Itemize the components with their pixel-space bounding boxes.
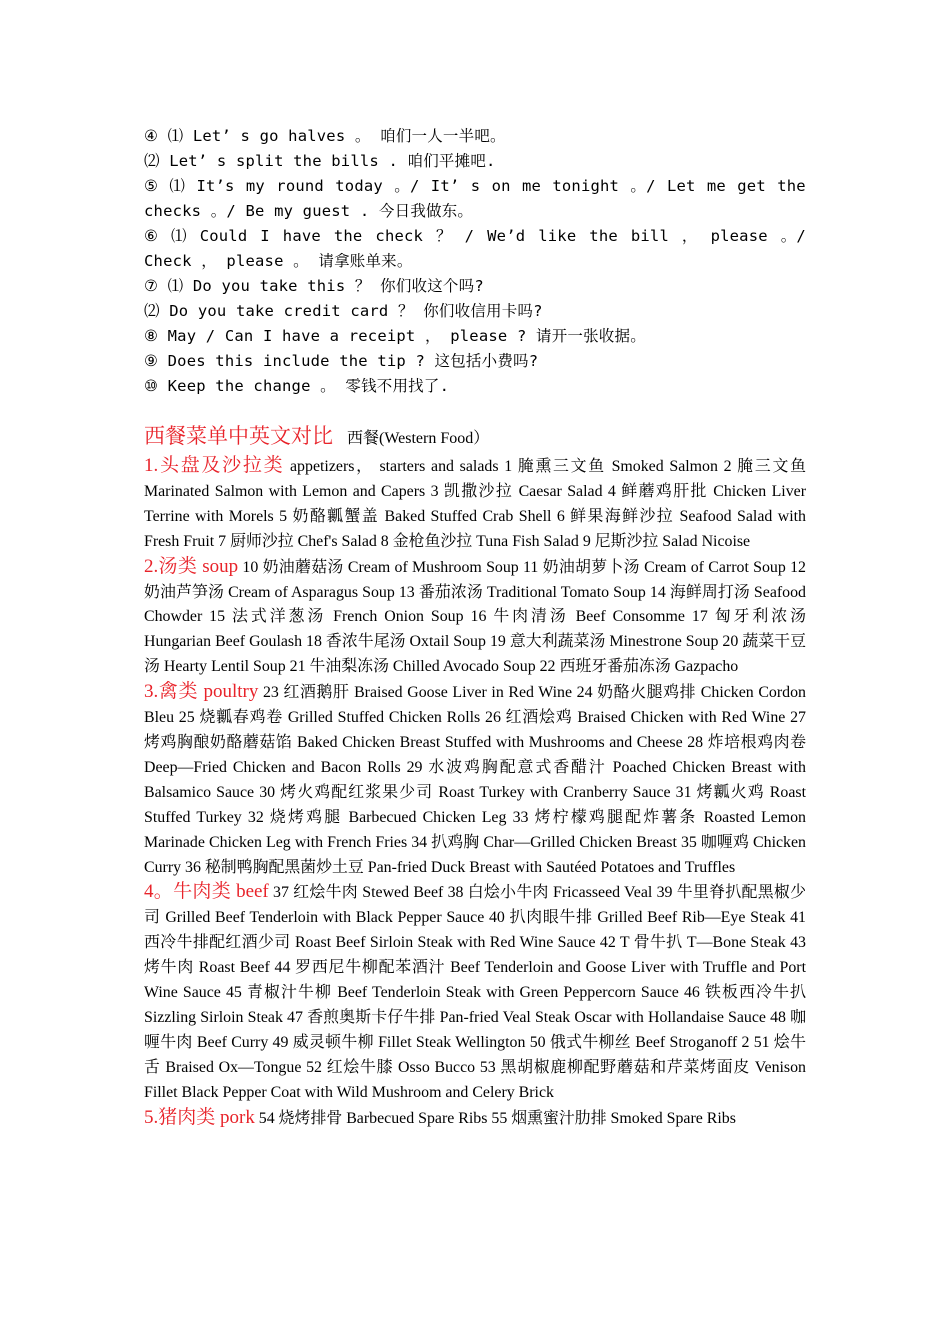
document-page	[144, 124, 806, 1131]
section-text: 10 奶油蘑菇汤 Cream of Mushroom Soup 11 奶油胡萝卜汤 Cream of Carrot Soup 12 奶油芦笋汤 Cream of Asparagus Soup 13 番茄浓汤 Traditional Tomato Soup 14 海鲜周打汤 Seafood Chowder 15 法式洋葱汤 French Onion Soup 16 牛肉清汤 Beef Consomme 17 匈牙利浓汤 Hungarian Beef Goulash 18 香浓牛尾汤 Oxtail Soup 19 意大利蔬菜汤 Minestrone Soup 20 蔬菜干豆汤 Hearty Lentil Soup 21 牛油梨冻汤 Chilled Avocado Soup 22 西班牙番茄冻汤 Gazpacho	[144, 558, 806, 676]
phrase-word: my	[245, 177, 265, 195]
menu-subtitle: 西餐(Western Food）	[347, 430, 490, 447]
phrase-word: ，	[681, 227, 698, 245]
phrase-line-justified	[144, 174, 806, 199]
section-heading: 1.头盘及沙拉类	[144, 455, 285, 476]
phrase-word: It’	[430, 177, 460, 195]
phrase-line-justified	[144, 224, 806, 249]
phrase-word: have	[282, 227, 321, 245]
section-text: 23 红酒鹅肝 Braised Goose Liver in Red Wine 24 奶酪火腿鸡排 Chicken Cordon Bleu 25 烧瓤春鸡卷 Grilled Stuffed Chicken Rolls 26 红酒烩鸡 Braised Chicken with Red Wine 27 烤鸡胸酿奶酪蘑菇馅 Baked Chicken Breast Stuffed with Mushrooms and Cheese 28 炸培根鸡肉卷 Deep—Fried Chicken and Bacon Rolls 29 水波鸡胸配意式香醋汁 Poached Chicken Breast with Balsamico Sauce 30 烤火鸡配红浆果少司 Roast Turkey with Cranberry Sauce 31 烤瓤火鸡 Roast Stuffed Turkey 32 烧烤鸡腿 Barbecued Chicken Leg 33 烤柠檬鸡腿配炸薯条 Roasted Lemon Marinade Chicken Leg with French Fries 34 扒鸡胸 Char—Grilled Chicken Breast 35 咖喱鸡 Chicken Curry 36 秘制鸭胸配黑菌炒土豆 Pan-fried Duck Breast with Sautéed Potatoes and Truffles	[144, 684, 806, 876]
phrase-word: ⑥	[144, 227, 159, 245]
menu-title-line	[144, 421, 806, 454]
phrase-word: the	[333, 227, 363, 245]
phrase-word: ⑴	[169, 177, 186, 195]
menu-section	[144, 680, 806, 880]
phrase-word: round	[276, 177, 324, 195]
phrase-word: check	[375, 227, 424, 245]
phrase-word: ⑴	[171, 227, 187, 245]
phrase-line: ⑩ Keep the change 。 零钱不用找了.	[144, 377, 450, 395]
phrase-word: like	[538, 227, 577, 245]
phrase-word: me	[706, 177, 726, 195]
section-text: 54 烧烤排骨 Barbecued Spare Ribs 55 烟熏蜜汁肋排 Smoked Spare Ribs	[254, 1109, 736, 1127]
phrase-line: ⑵ Let’ s split the bills . 咱们平摊吧.	[144, 152, 496, 170]
phrase-word: ？	[436, 227, 452, 245]
phrase-word: tonight	[552, 177, 620, 195]
menu-section	[144, 1106, 806, 1132]
phrase-word: get	[737, 177, 766, 195]
phrase-word: bill	[630, 227, 669, 245]
phrase-word: 。/	[630, 177, 656, 195]
menu-section	[144, 454, 806, 555]
section-heading: 2.汤类 soup	[144, 555, 239, 577]
section-text: appetizers， starters and salads 1 腌熏三文鱼 Smoked Salmon 2 腌三文鱼 Marinated Salmon with Lemon and Capers 3 凯撒沙拉 Caesar Salad 4 鲜蘑鸡肝批 Chicken Liver Terrine with Morels 5 奶酪瓤蟹盖 Baked Stuffed Crab Shell 6 鲜果海鲜沙拉 Seafood Salad with Fresh Fruit 7 厨师沙拉 Chef's Salad 8 金枪鱼沙拉 Tuna Fish Salad 9 尼斯沙拉 Salad Nicoise	[144, 458, 806, 550]
phrase-word: 。/	[780, 227, 806, 245]
phrase-word: It’s	[196, 177, 235, 195]
phrase-word: We’d	[487, 227, 526, 245]
phrase-word: /	[464, 227, 475, 245]
phrase-word: please	[710, 227, 768, 245]
phrase-word: ⑤	[144, 177, 159, 195]
phrase-word: Let	[666, 177, 696, 195]
phrase-word: 。/	[394, 177, 420, 195]
menu-title: 西餐菜单中英文对比	[144, 424, 333, 448]
section-heading: 3.禽类 poultry	[144, 681, 259, 703]
phrase-line: ⑨ Does this include the tip ? 这包括小费吗?	[144, 352, 539, 370]
section-heading: 5.猪肉类 pork	[144, 1106, 255, 1128]
phrase-line: ⑵ Do you take credit card ？ 你们收信用卡吗?	[144, 302, 543, 320]
phrase-word: on	[491, 177, 511, 195]
phrase-line: checks 。/ Be my guest . 今日我做东。	[144, 202, 474, 220]
phrase-line: ⑧ May / Can I have a receipt ， please ? 请开一张收据。	[144, 327, 646, 345]
phrase-word: me	[521, 177, 542, 195]
phrase-line: ④ ⑴ Let’ s go halves 。 咱们一人一半吧。	[144, 127, 506, 145]
menu-section	[144, 555, 806, 681]
phrase-word: s	[470, 177, 481, 195]
section-heading: 4。牛肉类 beef	[144, 881, 269, 903]
phrase-word: I	[260, 227, 270, 245]
phrase-line: ⑦ ⑴ Do you take this ？ 你们收这个吗?	[144, 277, 484, 295]
phrase-word: the	[777, 177, 806, 195]
phrase-word: the	[589, 227, 618, 245]
phrase-word: today	[335, 177, 383, 195]
phrase-list	[144, 124, 806, 399]
section-text: 37 红烩牛肉 Stewed Beef 38 白烩小牛肉 Fricasseed Veal 39 牛里脊扒配黑椒少司 Grilled Beef Tenderloin with Black Pepper Sauce 40 扒肉眼牛排 Grilled Beef Rib—Eye Steak 41 西冷牛排配红酒少司 Roast Beef Sirloin Steak with Red Wine Sauce 42 T 骨牛扒 T—Bone Steak 43 烤牛肉 Roast Beef 44 罗西尼牛柳配苯酒汁 Beef Tenderloin and Goose Liver with Truffle and Port Wine Sauce 45 青椒汁牛柳 Beef Tenderloin Steak with Green Peppercorn Sauce 46 铁板西冷牛扒 Sizzling Sirloin Steak 47 香煎奥斯卡仔牛排 Pan-fried Veal Steak Oscar with Hollandaise Sauce 48 咖喱牛肉 Beef Curry 49 威灵顿牛柳 Fillet Steak Wellington 50 俄式牛柳丝 Beef Stroganoff 2 51 烩牛舌 Braised Ox—Tongue 52 红烩牛膝 Osso Bucco 53 黑胡椒鹿柳配野蘑菇和芹菜烤面皮 Venison Fillet Black Pepper Coat with Wild Mushroom and Celery Brick	[144, 884, 806, 1101]
phrase-word: Could	[199, 227, 248, 245]
phrase-line: Check ， please 。 请拿账单来。	[144, 252, 413, 270]
menu-section	[144, 880, 806, 1105]
